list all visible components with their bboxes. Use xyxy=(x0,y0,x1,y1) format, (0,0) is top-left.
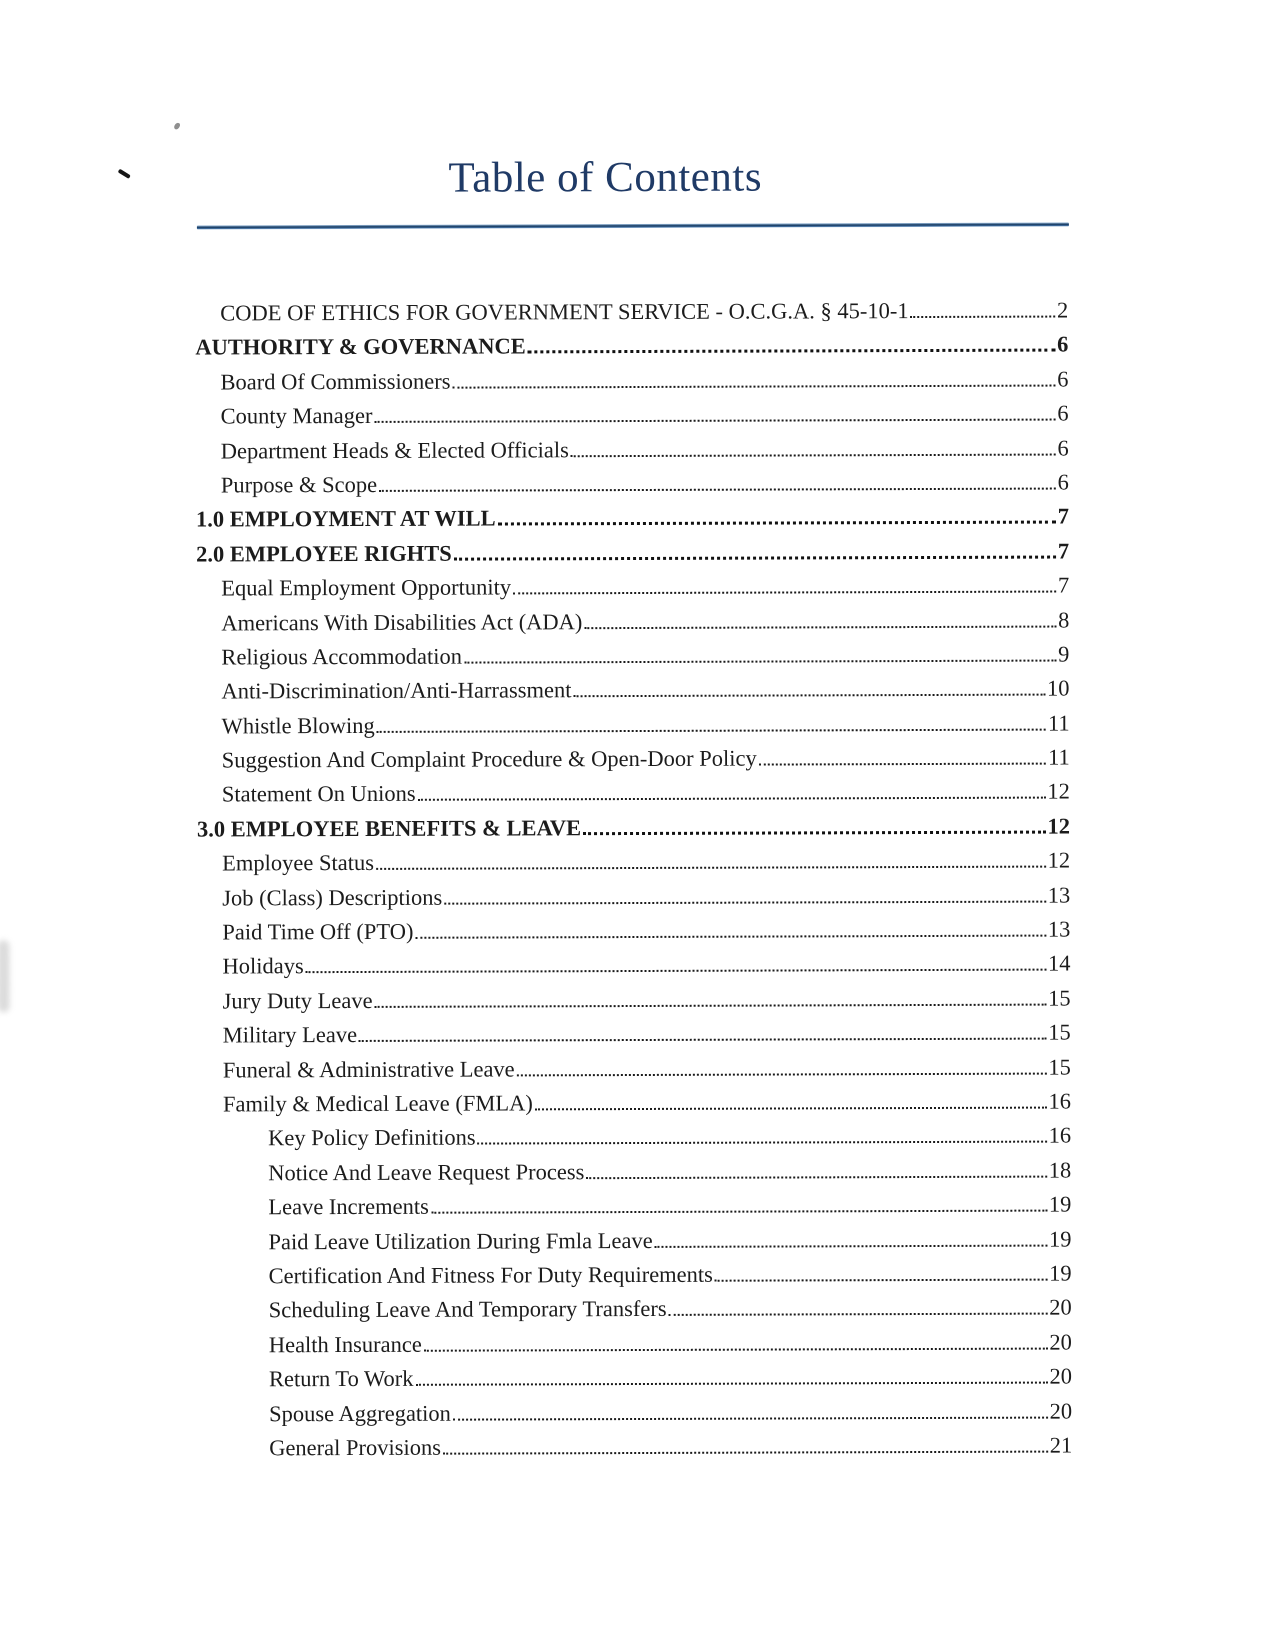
toc-entry-label: Paid Time Off (PTO) xyxy=(222,918,414,945)
dotted-leader xyxy=(431,1210,1047,1214)
toc-entry-label: General Provisions xyxy=(269,1434,442,1461)
toc-entry-page: 7 xyxy=(1057,503,1069,529)
toc-entry-label: Leave Increments xyxy=(268,1193,429,1220)
toc-entry xyxy=(198,985,1071,1022)
toc-entry xyxy=(197,813,1070,850)
toc-entry-page: 20 xyxy=(1049,1329,1072,1355)
dotted-leader xyxy=(584,625,1056,629)
toc-entry-page: 6 xyxy=(1057,435,1069,461)
dotted-leader xyxy=(376,866,1046,870)
toc-entry xyxy=(198,1226,1071,1263)
toc-entry-label: 2.0 EMPLOYEE RIGHTS xyxy=(196,540,452,567)
toc-entry-label: Scheduling Leave And Temporary Transfers xyxy=(268,1296,667,1323)
toc-entry xyxy=(196,676,1069,713)
toc-entry-label: Whistle Blowing xyxy=(221,712,375,739)
toc-entry-label: Religious Accommodation xyxy=(221,643,463,670)
toc-entry xyxy=(196,607,1069,644)
toc-entry xyxy=(197,848,1070,885)
toc-list xyxy=(195,297,1072,1469)
toc-entry xyxy=(197,779,1070,816)
toc-entry-page: 19 xyxy=(1049,1260,1072,1286)
toc-entry-page: 19 xyxy=(1048,1226,1072,1252)
toc-entry xyxy=(199,1364,1072,1401)
toc-entry xyxy=(199,1329,1072,1366)
toc-entry-label: AUTHORITY & GOVERNANCE xyxy=(195,333,526,360)
toc-entry-label: Family & Medical Leave (FMLA) xyxy=(222,1090,533,1117)
toc-entry xyxy=(198,1123,1071,1160)
toc-entry-page: 9 xyxy=(1058,641,1070,667)
toc-entry-page: 16 xyxy=(1048,1122,1072,1148)
dotted-leader xyxy=(528,349,1055,354)
toc-entry-page: 6 xyxy=(1057,331,1069,357)
toc-entry-page: 20 xyxy=(1049,1397,1073,1424)
toc-entry xyxy=(198,1020,1071,1057)
toc-entry-label: Job (Class) Descriptions xyxy=(222,884,443,911)
toc-entry-label: Americans With Disabilities Act (ADA) xyxy=(221,608,583,635)
toc-entry-page: 10 xyxy=(1046,675,1070,701)
toc-entry-label: Holidays xyxy=(222,953,304,979)
toc-entry-label: Key Policy Definitions xyxy=(268,1124,476,1151)
dotted-leader xyxy=(454,555,1056,560)
dotted-leader xyxy=(375,1003,1047,1007)
toc-entry xyxy=(196,401,1069,438)
toc-entry-page: 15 xyxy=(1048,1054,1071,1080)
dotted-leader xyxy=(415,935,1045,939)
toc-entry-label: Spouse Aggregation xyxy=(269,1400,451,1426)
toc-entry xyxy=(198,1157,1071,1194)
toc-entry-page: 21 xyxy=(1049,1432,1073,1458)
toc-entry xyxy=(195,332,1068,369)
toc-entry xyxy=(197,710,1070,747)
toc-entry-page: 15 xyxy=(1048,985,1071,1011)
dotted-leader xyxy=(306,969,1046,974)
toc-entry-page: 20 xyxy=(1049,1363,1072,1389)
toc-entry xyxy=(197,882,1070,919)
dotted-leader xyxy=(571,453,1056,457)
scan-speck xyxy=(173,122,180,130)
toc-entry xyxy=(195,366,1068,403)
dotted-leader xyxy=(583,830,1045,835)
toc-entry xyxy=(199,1398,1072,1435)
toc-entry xyxy=(199,1295,1072,1332)
toc-entry-label: Notice And Leave Request Process xyxy=(268,1158,585,1186)
toc-entry xyxy=(196,641,1069,678)
dotted-leader xyxy=(669,1313,1048,1316)
toc-entry-label: Paid Leave Utilization During Fmla Leave xyxy=(268,1227,653,1254)
dotted-leader xyxy=(443,1450,1048,1454)
dotted-leader xyxy=(478,1141,1047,1145)
toc-entry-label: Employee Status xyxy=(222,850,375,876)
toc-entry-page: 19 xyxy=(1048,1191,1072,1217)
toc-entry-label: Certification And Fitness For Duty Requirements xyxy=(268,1261,713,1289)
toc-entry xyxy=(199,1260,1072,1297)
toc-entry-page: 12 xyxy=(1047,778,1070,805)
dotted-leader xyxy=(359,1038,1046,1042)
scan-smudge xyxy=(0,940,10,1012)
dotted-leader xyxy=(535,1107,1047,1111)
toc-entry xyxy=(198,1088,1071,1125)
toc-entry-label: Statement On Unions xyxy=(221,781,416,807)
title-underline-rule xyxy=(197,222,1069,229)
toc-entry-label: Anti-Discrimination/Anti-Harrassment xyxy=(221,677,572,704)
dotted-leader xyxy=(513,591,1056,595)
toc-entry-label: County Manager xyxy=(220,403,373,429)
dotted-leader xyxy=(374,419,1055,423)
toc-entry xyxy=(196,469,1069,506)
toc-entry-page: 13 xyxy=(1047,882,1071,908)
toc-entry-label: Health Insurance xyxy=(268,1331,422,1358)
scan-tick-mark xyxy=(118,169,131,179)
toc-entry-label: Department Heads & Elected Officials xyxy=(220,436,569,464)
dotted-leader xyxy=(498,521,1056,526)
dotted-leader xyxy=(715,1279,1047,1282)
toc-entry-page: 6 xyxy=(1057,400,1069,426)
toc-entry-label: Jury Duty Leave xyxy=(222,987,373,1014)
toc-entry-page: 12 xyxy=(1047,847,1071,873)
dotted-leader xyxy=(415,1382,1047,1386)
dotted-leader xyxy=(452,384,1055,388)
dotted-leader xyxy=(418,797,1046,801)
toc-entry xyxy=(195,297,1068,334)
toc-entry-label: Military Leave xyxy=(222,1022,358,1048)
toc-entry-label: Purpose & Scope xyxy=(220,471,378,498)
dotted-leader xyxy=(379,487,1056,491)
toc-entry-label: 3.0 EMPLOYEE BENEFITS & LEAVE xyxy=(196,815,582,842)
toc-entry xyxy=(196,573,1069,610)
dotted-leader xyxy=(759,763,1046,766)
toc-entry-label: Funeral & Administrative Leave xyxy=(222,1056,515,1083)
toc-entry xyxy=(197,917,1070,954)
toc-entry-page: 7 xyxy=(1057,572,1070,598)
toc-entry xyxy=(196,435,1069,472)
toc-entry-page: 11 xyxy=(1048,744,1070,770)
toc-entry-page: 16 xyxy=(1048,1088,1072,1114)
toc-entry-page: 18 xyxy=(1048,1157,1072,1183)
dotted-leader xyxy=(517,1072,1047,1076)
toc-entry-page: 2 xyxy=(1056,297,1069,323)
dotted-leader xyxy=(444,900,1046,904)
toc-entry-page: 6 xyxy=(1057,366,1069,392)
toc-entry-page: 8 xyxy=(1057,607,1070,633)
toc-entry-page: 13 xyxy=(1047,916,1071,942)
dotted-leader xyxy=(586,1175,1046,1179)
toc-entry-label: 1.0 EMPLOYMENT AT WILL xyxy=(195,505,496,532)
dotted-leader xyxy=(424,1347,1047,1351)
toc-entry xyxy=(198,1192,1071,1229)
toc-entry-label: CODE OF ETHICS FOR GOVERNMENT SERVICE - O.C.G.A. § 45-10-1 xyxy=(220,298,909,326)
toc-entry xyxy=(196,504,1069,541)
toc-entry-page: 7 xyxy=(1057,538,1070,564)
toc-entry-page: 12 xyxy=(1047,813,1071,839)
toc-entry xyxy=(197,745,1070,782)
dotted-leader xyxy=(453,1416,1048,1420)
dotted-leader xyxy=(464,659,1056,663)
toc-entry-page: 20 xyxy=(1049,1294,1072,1320)
toc-entry-label: Equal Employment Opportunity xyxy=(221,574,512,601)
toc-entry-page: 14 xyxy=(1047,950,1071,976)
toc-entry-page: 15 xyxy=(1048,1019,1071,1045)
toc-entry-page: 6 xyxy=(1057,469,1069,495)
dotted-leader xyxy=(573,694,1045,698)
toc-entry-label: Board Of Commissioners xyxy=(220,368,451,395)
toc-entry xyxy=(198,1054,1071,1091)
dotted-leader xyxy=(377,728,1046,732)
dotted-leader xyxy=(655,1244,1047,1247)
dotted-leader xyxy=(911,316,1055,319)
toc-entry-label: Return To Work xyxy=(268,1365,414,1392)
page-title: Table of Contents xyxy=(448,153,763,202)
toc-entry xyxy=(197,951,1070,988)
toc-entry-page: 11 xyxy=(1047,710,1070,736)
toc-entry xyxy=(196,538,1069,575)
toc-entry xyxy=(199,1432,1072,1469)
toc-entry-label: Suggestion And Complaint Procedure & Open-Door Policy xyxy=(221,745,757,773)
